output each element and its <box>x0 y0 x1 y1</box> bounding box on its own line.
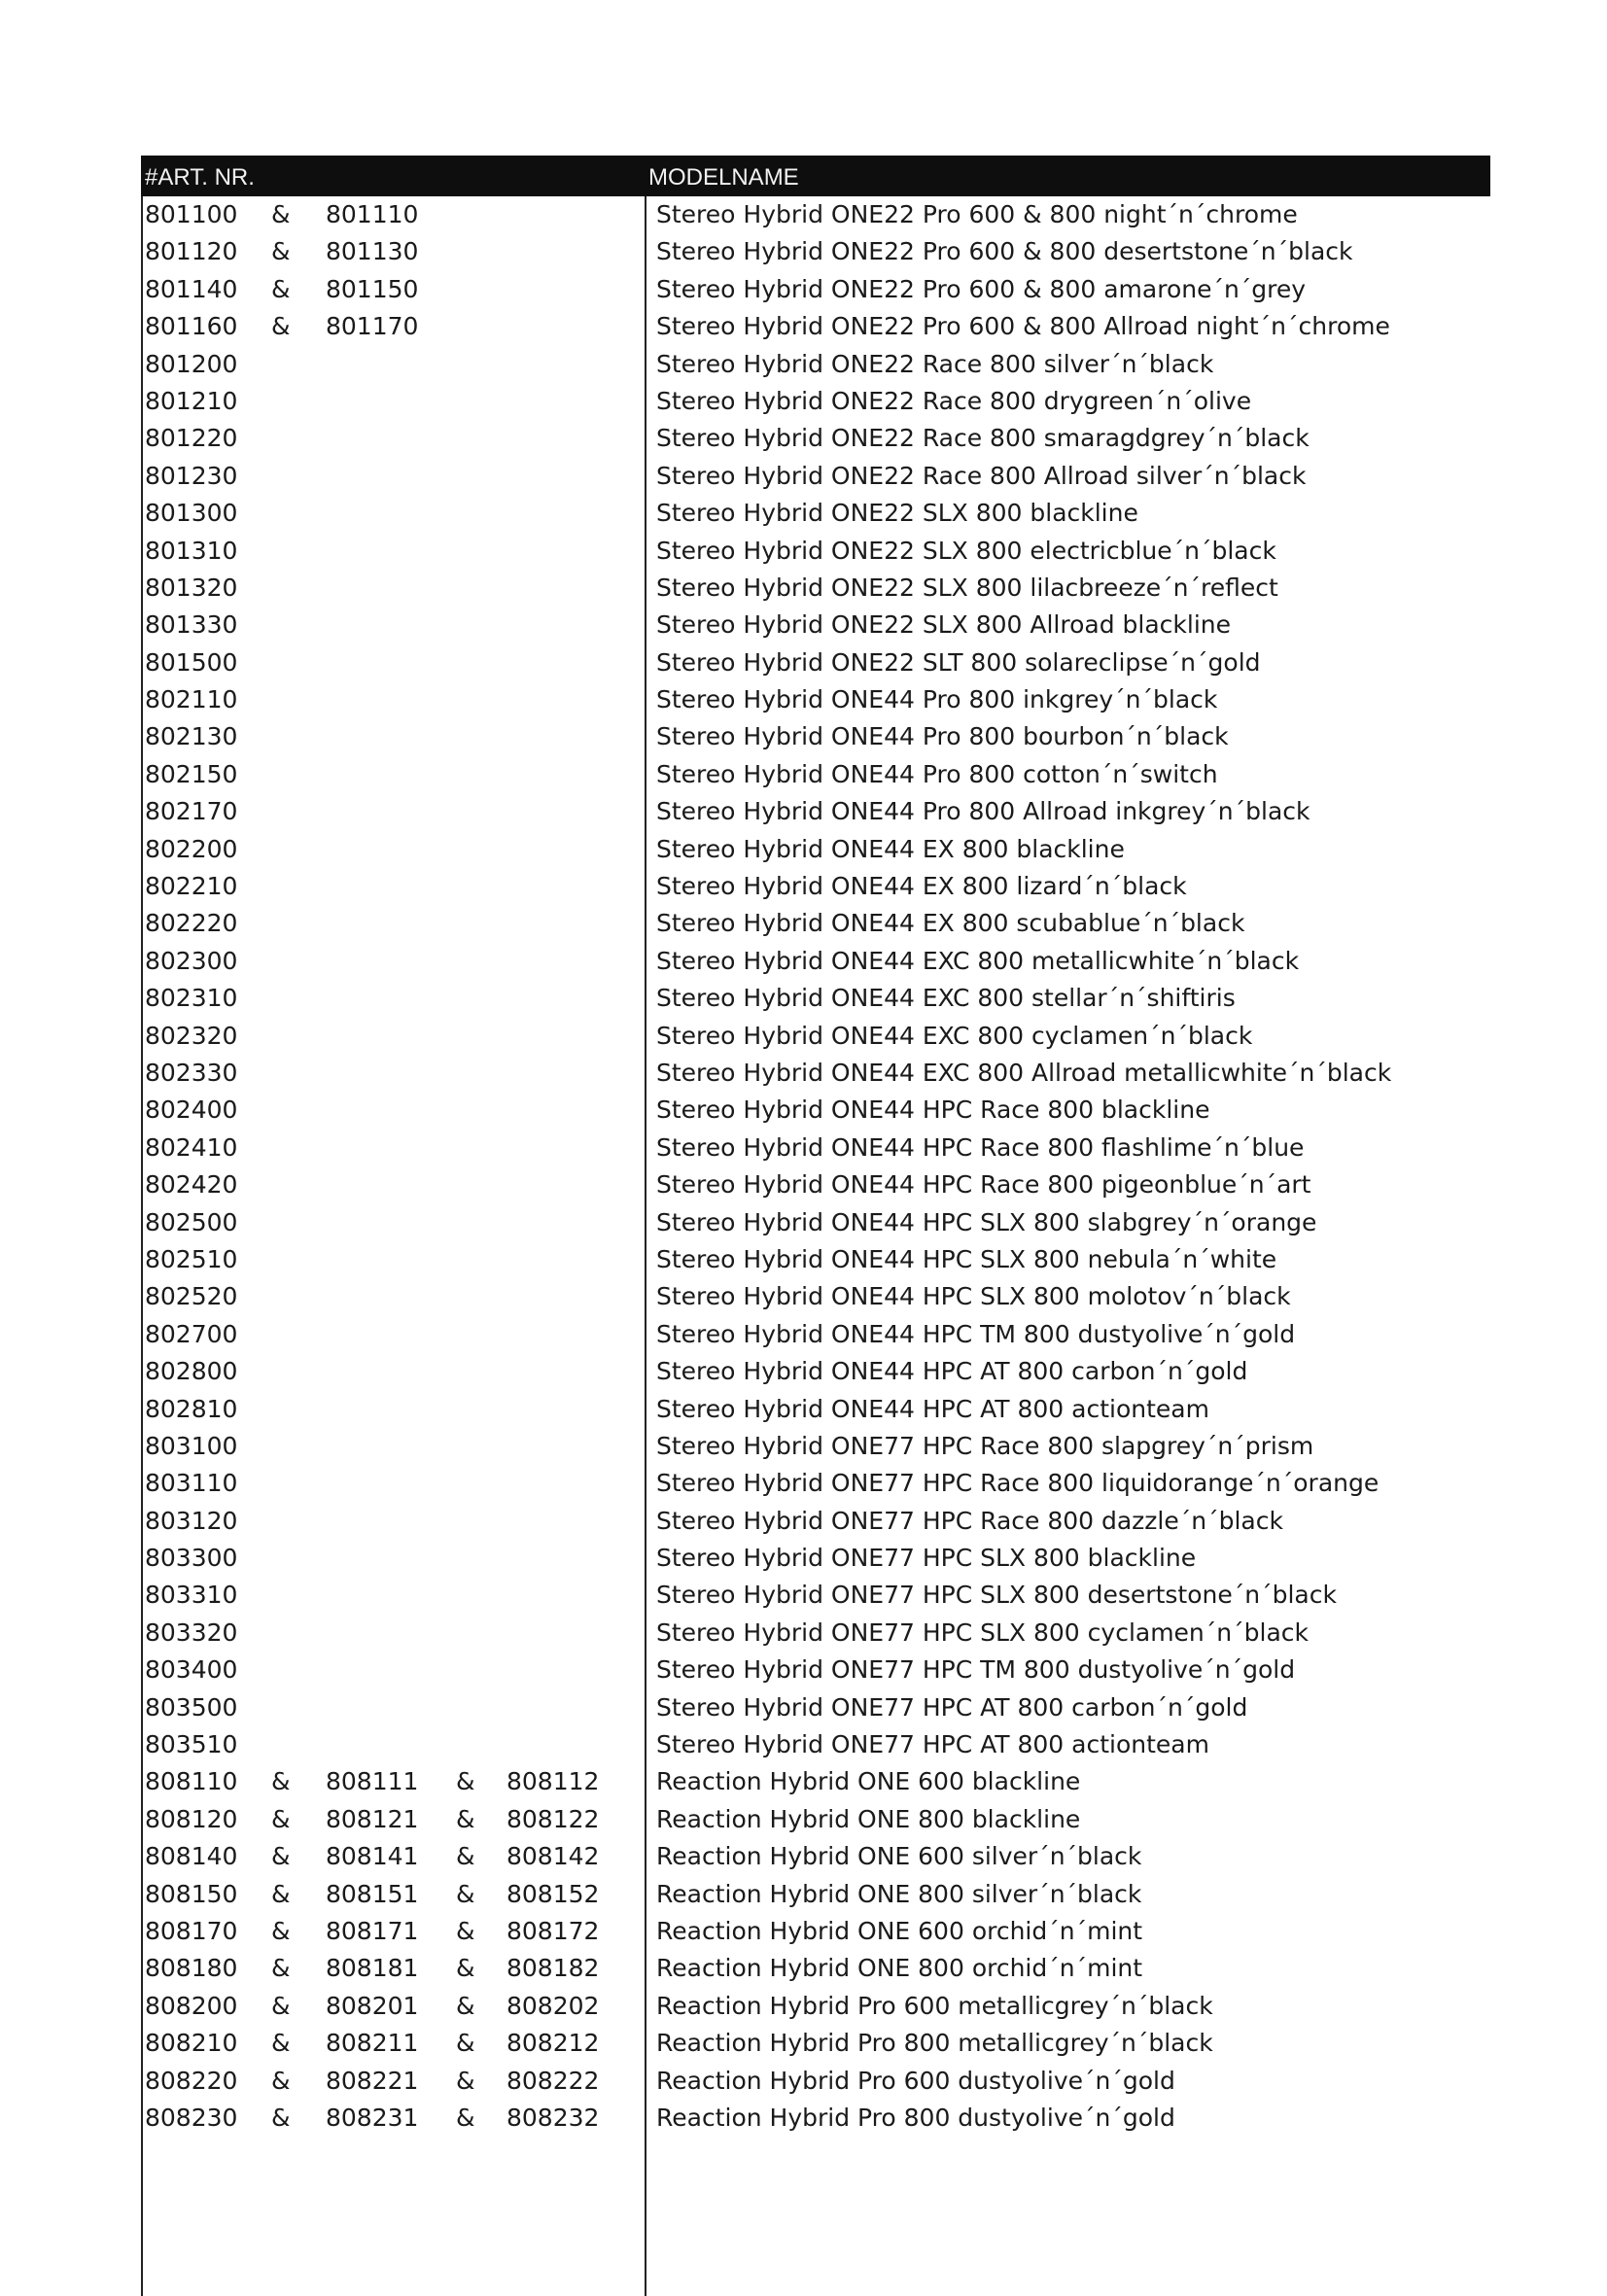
article-number-primary: 802420 <box>145 1170 238 1200</box>
article-number-primary: 801140 <box>145 274 238 303</box>
article-number-primary: 802300 <box>145 946 238 975</box>
model-name: Stereo Hybrid ONE44 Pro 800 inkgrey´n´black <box>656 685 1218 714</box>
article-number-primary: 801320 <box>145 573 238 602</box>
model-name: Stereo Hybrid ONE77 HPC AT 800 carbon´n´gold <box>656 1692 1248 1722</box>
ampersand-separator: & <box>456 2029 475 2058</box>
table-row <box>141 533 1490 570</box>
article-number-secondary: 808151 <box>326 1879 419 1908</box>
article-number-secondary: 808141 <box>326 1842 419 1871</box>
article-number-primary: 803300 <box>145 1544 238 1573</box>
article-number-primary: 802810 <box>145 1394 238 1423</box>
article-number-primary: 802170 <box>145 797 238 826</box>
ampersand-separator: & <box>456 1804 475 1833</box>
ampersand-separator: & <box>271 1991 291 2020</box>
model-name: Stereo Hybrid ONE44 Pro 800 cotton´n´switch <box>656 759 1218 788</box>
article-number-secondary: 808181 <box>326 1954 419 1983</box>
ampersand-separator: & <box>271 312 291 341</box>
table-row <box>141 1465 1490 1502</box>
ampersand-separator: & <box>456 2103 475 2132</box>
model-name: Stereo Hybrid ONE44 HPC SLX 800 slabgrey´n´orange <box>656 1207 1317 1236</box>
model-name: Stereo Hybrid ONE22 Pro 600 & 800 night´n´chrome <box>656 200 1298 228</box>
table-row <box>141 681 1490 718</box>
article-number-primary: 802330 <box>145 1058 238 1087</box>
article-number-primary: 803310 <box>145 1581 238 1610</box>
article-number-primary: 802220 <box>145 909 238 938</box>
article-number-secondary: 808221 <box>326 2066 419 2095</box>
ampersand-separator: & <box>271 1916 291 1945</box>
table-row <box>141 831 1490 868</box>
table-row <box>141 1689 1490 1726</box>
article-number-primary: 802500 <box>145 1207 238 1236</box>
model-name: Stereo Hybrid ONE44 HPC Race 800 flashlime´n´blue <box>656 1132 1305 1162</box>
article-number-primary: 802400 <box>145 1096 238 1125</box>
table-row <box>141 1726 1490 1763</box>
ampersand-separator: & <box>456 1879 475 1908</box>
table-row <box>141 1055 1490 1092</box>
model-name: Stereo Hybrid ONE77 HPC Race 800 slapgrey´n´prism <box>656 1431 1314 1460</box>
table-row <box>141 1241 1490 1278</box>
model-name: Reaction Hybrid Pro 600 dustyolive´n´gold <box>656 2066 1175 2095</box>
article-number-tertiary: 808182 <box>507 1954 600 1983</box>
model-name: Stereo Hybrid ONE44 EX 800 scubablue´n´black <box>656 909 1245 938</box>
article-number-primary: 801230 <box>145 461 238 490</box>
table-row <box>141 1130 1490 1166</box>
article-number-primary: 808200 <box>145 1991 238 2020</box>
ampersand-separator: & <box>271 274 291 303</box>
model-name: Stereo Hybrid ONE77 HPC TM 800 dustyolive´n´gold <box>656 1655 1296 1685</box>
table-row <box>141 1166 1490 1203</box>
model-name: Stereo Hybrid ONE22 Pro 600 & 800 amarone´n´grey <box>656 274 1307 303</box>
table-row <box>141 233 1490 270</box>
article-number-primary: 803500 <box>145 1692 238 1722</box>
article-number-secondary: 801110 <box>326 200 419 228</box>
model-name: Stereo Hybrid ONE44 Pro 800 Allroad inkgrey´n´black <box>656 797 1310 826</box>
model-name: Stereo Hybrid ONE22 SLX 800 lilacbreeze´n´reflect <box>656 573 1278 602</box>
model-name: Stereo Hybrid ONE77 HPC Race 800 liquidorange´n´orange <box>656 1469 1380 1498</box>
article-number-primary: 808170 <box>145 1916 238 1945</box>
model-name: Stereo Hybrid ONE44 EX 800 lizard´n´black <box>656 872 1187 901</box>
ampersand-separator: & <box>271 237 291 266</box>
article-number-primary: 802110 <box>145 685 238 714</box>
model-name: Stereo Hybrid ONE77 HPC SLX 800 cyclamen´n´black <box>656 1618 1309 1647</box>
article-table <box>141 156 1490 2132</box>
table-row <box>141 2025 1490 2062</box>
table-row <box>141 1353 1490 1390</box>
table-row <box>141 1316 1490 1353</box>
article-number-primary: 801120 <box>145 237 238 266</box>
model-name: Stereo Hybrid ONE22 Race 800 silver´n´black <box>656 349 1214 378</box>
article-number-secondary: 808171 <box>326 1916 419 1945</box>
model-name: Stereo Hybrid ONE44 EXC 800 stellar´n´shiftiris <box>656 984 1236 1013</box>
model-name: Stereo Hybrid ONE77 HPC Race 800 dazzle´n´black <box>656 1506 1283 1535</box>
table-row <box>141 1652 1490 1688</box>
table-row <box>141 868 1490 905</box>
table-row <box>141 346 1490 383</box>
article-number-primary: 802510 <box>145 1244 238 1273</box>
article-number-secondary: 801170 <box>326 312 419 341</box>
article-number-primary: 803100 <box>145 1431 238 1460</box>
model-name: Stereo Hybrid ONE44 EXC 800 Allroad metallicwhite´n´black <box>656 1058 1392 1087</box>
model-name: Stereo Hybrid ONE44 EXC 800 metallicwhite´n´black <box>656 946 1300 975</box>
model-name: Stereo Hybrid ONE44 HPC SLX 800 nebula´n´white <box>656 1244 1277 1273</box>
article-number-tertiary: 808222 <box>507 2066 600 2095</box>
table-row <box>141 308 1490 345</box>
table-row <box>141 1092 1490 1129</box>
model-name: Stereo Hybrid ONE77 HPC SLX 800 desertstone´n´black <box>656 1581 1337 1610</box>
ampersand-separator: & <box>271 2103 291 2132</box>
model-name: Stereo Hybrid ONE44 Pro 800 bourbon´n´black <box>656 722 1229 751</box>
article-number-primary: 802130 <box>145 722 238 751</box>
article-number-primary: 808120 <box>145 1804 238 1833</box>
ampersand-separator: & <box>271 200 291 228</box>
article-number-primary: 808110 <box>145 1767 238 1796</box>
ampersand-separator: & <box>271 1767 291 1796</box>
model-name: Stereo Hybrid ONE44 HPC AT 800 carbon´n´gold <box>656 1357 1248 1386</box>
ampersand-separator: & <box>271 1954 291 1983</box>
model-name: Stereo Hybrid ONE44 HPC Race 800 pigeonblue´n´art <box>656 1170 1311 1200</box>
article-number-primary: 808210 <box>145 2029 238 2058</box>
table-row <box>141 420 1490 457</box>
article-number-primary: 801220 <box>145 424 238 453</box>
article-number-secondary: 808111 <box>326 1767 419 1796</box>
article-number-primary: 808150 <box>145 1879 238 1908</box>
article-number-primary: 803120 <box>145 1506 238 1535</box>
article-number-secondary: 808231 <box>326 2103 419 2132</box>
table-row <box>141 1503 1490 1540</box>
table-row <box>141 1278 1490 1315</box>
article-number-primary: 803320 <box>145 1618 238 1647</box>
article-number-primary: 801210 <box>145 386 238 415</box>
article-number-primary: 802520 <box>145 1282 238 1311</box>
model-name: Stereo Hybrid ONE22 Pro 600 & 800 Allroad night´n´chrome <box>656 312 1390 341</box>
model-name: Stereo Hybrid ONE44 HPC AT 800 actionteam <box>656 1394 1209 1423</box>
model-name: Stereo Hybrid ONE44 HPC TM 800 dustyolive´n´gold <box>656 1319 1296 1348</box>
model-name: Stereo Hybrid ONE77 HPC AT 800 actionteam <box>656 1730 1209 1759</box>
article-number-primary: 801100 <box>145 200 238 228</box>
article-number-tertiary: 808202 <box>507 1991 600 2020</box>
article-number-primary: 808220 <box>145 2066 238 2095</box>
article-number-primary: 801500 <box>145 647 238 677</box>
table-row <box>141 1913 1490 1950</box>
table-row <box>141 458 1490 495</box>
article-number-primary: 802700 <box>145 1319 238 1348</box>
article-number-primary: 802210 <box>145 872 238 901</box>
article-number-primary: 802150 <box>145 759 238 788</box>
article-number-secondary: 801150 <box>326 274 419 303</box>
ampersand-separator: & <box>271 1804 291 1833</box>
table-row <box>141 570 1490 607</box>
article-number-primary: 808140 <box>145 1842 238 1871</box>
table-row <box>141 607 1490 644</box>
table-row <box>141 1428 1490 1465</box>
article-number-tertiary: 808122 <box>507 1804 600 1833</box>
table-row <box>141 1988 1490 2025</box>
model-name: Reaction Hybrid Pro 800 metallicgrey´n´black <box>656 2029 1213 2058</box>
article-number-tertiary: 808152 <box>507 1879 600 1908</box>
article-number-secondary: 808211 <box>326 2029 419 2058</box>
header-right-edge <box>1488 156 1490 196</box>
table-header <box>141 156 1490 196</box>
table-row <box>141 718 1490 755</box>
model-name: Stereo Hybrid ONE22 SLX 800 Allroad blackline <box>656 610 1232 640</box>
article-number-primary: 802320 <box>145 1021 238 1050</box>
article-number-tertiary: 808212 <box>507 2029 600 2058</box>
table-row <box>141 943 1490 980</box>
article-number-tertiary: 808142 <box>507 1842 600 1871</box>
article-number-tertiary: 808232 <box>507 2103 600 2132</box>
article-number-secondary: 808201 <box>326 1991 419 2020</box>
article-number-tertiary: 808172 <box>507 1916 600 1945</box>
table-row <box>141 1577 1490 1614</box>
ampersand-separator: & <box>271 2066 291 2095</box>
model-name: Stereo Hybrid ONE22 Race 800 smaragdgrey´n´black <box>656 424 1310 453</box>
article-number-primary: 801310 <box>145 536 238 565</box>
table-row <box>141 1838 1490 1875</box>
header-art-nr: #ART. NR. <box>145 164 255 191</box>
article-number-tertiary: 808112 <box>507 1767 600 1796</box>
table-row <box>141 980 1490 1017</box>
ampersand-separator: & <box>271 1879 291 1908</box>
model-name: Stereo Hybrid ONE44 EXC 800 cyclamen´n´black <box>656 1021 1253 1050</box>
table-row <box>141 1018 1490 1055</box>
model-name: Reaction Hybrid ONE 800 silver´n´black <box>656 1879 1142 1908</box>
article-number-primary: 808230 <box>145 2103 238 2132</box>
ampersand-separator: & <box>456 1954 475 1983</box>
model-name: Stereo Hybrid ONE77 HPC SLX 800 blackline <box>656 1544 1197 1573</box>
model-name: Reaction Hybrid ONE 600 orchid´n´mint <box>656 1916 1143 1945</box>
ampersand-separator: & <box>456 1767 475 1796</box>
table-row <box>141 756 1490 793</box>
article-number-primary: 803400 <box>145 1655 238 1685</box>
article-number-primary: 801200 <box>145 349 238 378</box>
article-number-primary: 801160 <box>145 312 238 341</box>
model-name: Reaction Hybrid ONE 800 orchid´n´mint <box>656 1954 1143 1983</box>
table-row <box>141 2063 1490 2100</box>
ampersand-separator: & <box>271 1842 291 1871</box>
table-row <box>141 793 1490 830</box>
article-number-primary: 801330 <box>145 610 238 640</box>
ampersand-separator: & <box>456 1916 475 1945</box>
article-number-primary: 803510 <box>145 1730 238 1759</box>
article-number-secondary: 801130 <box>326 237 419 266</box>
table-row <box>141 1540 1490 1577</box>
article-number-primary: 801300 <box>145 499 238 528</box>
ampersand-separator: & <box>456 2066 475 2095</box>
model-name: Stereo Hybrid ONE22 SLX 800 blackline <box>656 499 1138 528</box>
table-row <box>141 1876 1490 1913</box>
model-name: Reaction Hybrid Pro 600 metallicgrey´n´black <box>656 1991 1213 2020</box>
table-row <box>141 383 1490 420</box>
ampersand-separator: & <box>271 2029 291 2058</box>
model-name: Stereo Hybrid ONE22 SLT 800 solareclipse´n´gold <box>656 647 1261 677</box>
ampersand-separator: & <box>456 1842 475 1871</box>
model-name: Stereo Hybrid ONE44 EX 800 blackline <box>656 834 1125 863</box>
article-number-primary: 808180 <box>145 1954 238 1983</box>
model-name: Reaction Hybrid ONE 800 blackline <box>656 1804 1081 1833</box>
table-row <box>141 1950 1490 1987</box>
table-row <box>141 495 1490 532</box>
article-number-primary: 802200 <box>145 834 238 863</box>
header-modelname: MODELNAME <box>648 164 799 191</box>
table-row <box>141 644 1490 681</box>
model-name: Stereo Hybrid ONE44 HPC SLX 800 molotov´n´black <box>656 1282 1291 1311</box>
model-name: Reaction Hybrid Pro 800 dustyolive´n´gold <box>656 2103 1175 2132</box>
article-number-primary: 802800 <box>145 1357 238 1386</box>
model-name: Stereo Hybrid ONE22 SLX 800 electricblue´n´black <box>656 536 1276 565</box>
table-row <box>141 1391 1490 1428</box>
table-row <box>141 196 1490 233</box>
model-name: Stereo Hybrid ONE22 Pro 600 & 800 desertstone´n´black <box>656 237 1353 266</box>
table-body <box>141 196 1490 2296</box>
article-number-primary: 803110 <box>145 1469 238 1498</box>
model-name: Stereo Hybrid ONE44 HPC Race 800 blackline <box>656 1096 1210 1125</box>
table-row <box>141 1615 1490 1652</box>
article-number-secondary: 808121 <box>326 1804 419 1833</box>
table-row <box>141 1204 1490 1241</box>
table-row <box>141 1763 1490 1800</box>
ampersand-separator: & <box>456 1991 475 2020</box>
model-name: Reaction Hybrid ONE 600 silver´n´black <box>656 1842 1142 1871</box>
article-number-primary: 802410 <box>145 1132 238 1162</box>
model-name: Reaction Hybrid ONE 600 blackline <box>656 1767 1081 1796</box>
table-row <box>141 2100 1490 2137</box>
table-row <box>141 905 1490 942</box>
article-number-primary: 802310 <box>145 984 238 1013</box>
model-name: Stereo Hybrid ONE22 Race 800 Allroad silver´n´black <box>656 461 1307 490</box>
table-row <box>141 271 1490 308</box>
table-row <box>141 1801 1490 1838</box>
model-name: Stereo Hybrid ONE22 Race 800 drygreen´n´olive <box>656 386 1252 415</box>
